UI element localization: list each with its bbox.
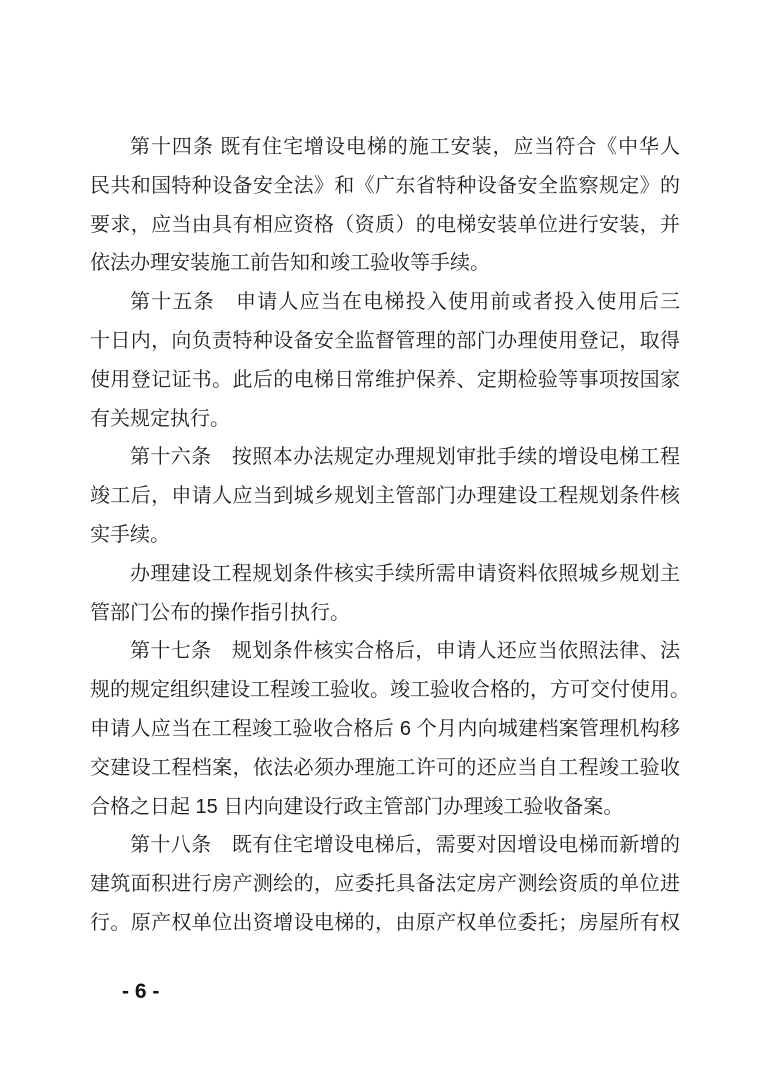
text-line: 十日内，向负责特种设备安全监督管理的部门办理使用登记，取得 [90, 329, 680, 352]
text-line: 竣工后，申请人应当到城乡规划主管部门办理建设工程规划条件核 [90, 485, 680, 508]
text-line: 交建设工程档案，依法必须办理施工许可的还应当自工程竣工验收 [90, 756, 680, 779]
text-line: 第十六条 按照本办法规定办理规划审批手续的增设电梯工程 [130, 446, 680, 469]
text-line: 第十四条 既有住宅增设电梯的施工安装，应当符合《中华人 [130, 136, 680, 158]
page-number: - 6 - [122, 980, 160, 1003]
text-line: 有关规定执行。 [90, 407, 230, 430]
text-line: 行。原产权单位出资增设电梯的，由原产权单位委托；房屋所有权 [90, 911, 680, 934]
text-line: 第十八条 既有住宅增设电梯后，需要对因增设电梯而新增的 [130, 834, 680, 857]
text-line: 第十五条 申请人应当在电梯投入使用前或者投入使用后三 [130, 291, 680, 314]
text-line: 依法办理安装施工前告知和竣工验收等手续。 [90, 252, 490, 275]
text-line: 规的规定组织建设工程竣工验收。竣工验收合格的，方可交付使用。 [90, 679, 690, 702]
text-line: 建筑面积进行房产测绘的，应委托具备法定房产测绘资质的单位进 [90, 873, 680, 896]
text-line: 使用登记证书。此后的电梯日常维护保养、定期检验等事项按国家 [90, 368, 680, 391]
text-line: 实手续。 [90, 523, 170, 546]
text-line: 要求，应当由具有相应资格（资质）的电梯安装单位进行安装，并 [90, 213, 680, 236]
text-line: 合格之日起 15 日内向建设行政主管部门办理竣工验收备案。 [90, 795, 624, 818]
text-line: 民共和国特种设备安全法》和《广东省特种设备安全监察规定》的 [90, 174, 680, 197]
text-line: 办理建设工程规划条件核实手续所需申请资料依照城乡规划主 [130, 562, 680, 585]
document-body [90, 128, 690, 943]
text-line: 申请人应当在工程竣工验收合格后 6 个月内向城建档案管理机构移 [90, 717, 680, 740]
text-line: 管部门公布的操作指引执行。 [90, 601, 350, 624]
text-line: 第十七条 规划条件核实合格后，申请人还应当依照法律、法 [130, 640, 680, 663]
